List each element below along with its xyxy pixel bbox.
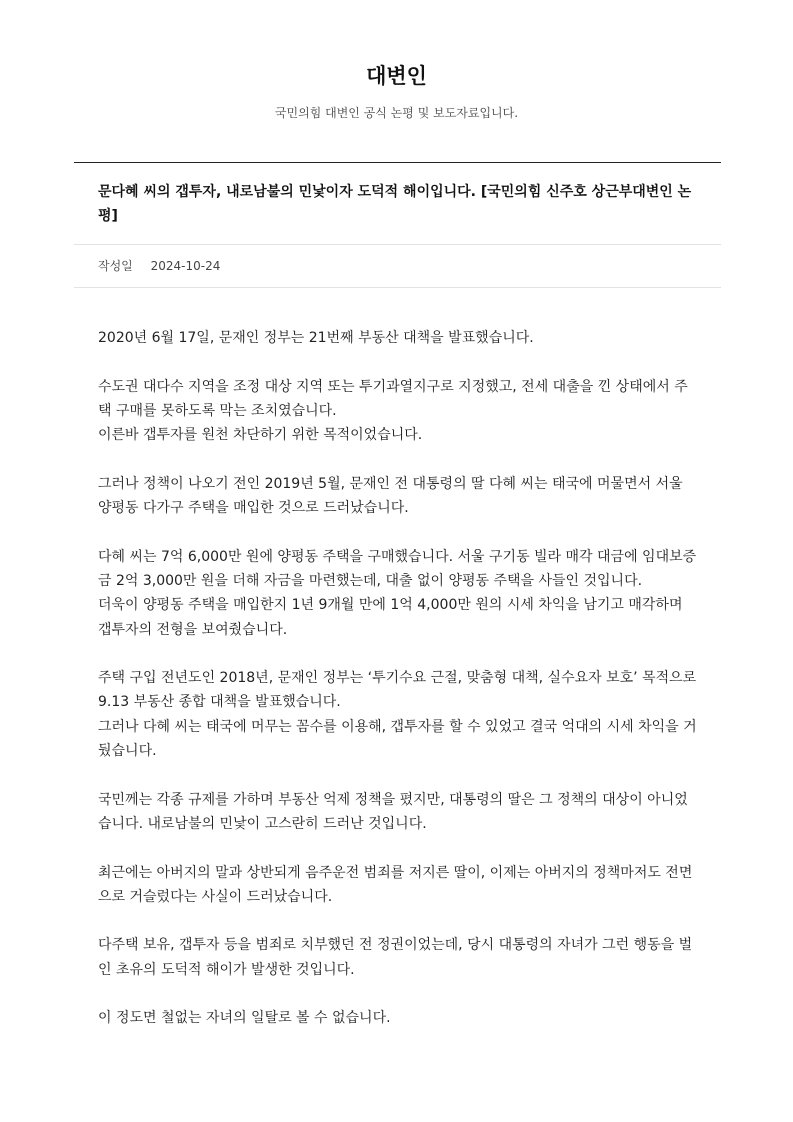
paragraph-line: 그러나 다혜 씨는 태국에 머무는 꼼수를 이용해, 갭투자를 할 수 있었고 결국 억대의 시세 차익을 거뒀습니다. bbox=[98, 718, 697, 760]
paragraph-line: 이른바 갭투자를 원천 차단하기 위한 목적이었습니다. bbox=[98, 427, 423, 444]
site-title[interactable]: 대변인 bbox=[366, 64, 427, 88]
paragraph bbox=[98, 1006, 697, 1030]
paragraph bbox=[98, 861, 697, 910]
paragraph-line: 더욱이 양평동 주택을 매입한지 1년 9개월 만에 1억 4,000만 원의 시세 차익을 남기고 매각하며 갭투자의 전형을 보여줬습니다. bbox=[98, 597, 683, 638]
paragraph-line: 다주택 보유, 갭투자 등을 범죄로 치부했던 전 정권이었는데, 당시 대통령의 자녀가 그런 행동을 벌인 초유의 도덕적 해이가 발생한 것입니다. bbox=[98, 937, 693, 978]
article-body bbox=[74, 288, 721, 1031]
paragraph-line: 국민께는 각종 규제를 가하며 부동산 억제 정책을 폈지만, 대통령의 딸은 그 정책의 대상이 아니었습니다. 내로남불의 민낯이 고스란히 드러난 것입니다. bbox=[98, 791, 688, 832]
article-title: 문다혜 씨의 갭투자, 내로남불의 민낯이자 도덕적 해이입니다. [국민의힘 신주호 상근부대변인 논평] bbox=[98, 184, 692, 224]
paragraph bbox=[98, 933, 697, 982]
paragraph bbox=[98, 375, 697, 448]
paragraph-line: 수도권 대다수 지역을 조정 대상 지역 또는 투기과열지구로 지정했고, 전세 대출을 낀 상태에서 주택 구매를 못하도록 막는 조치였습니다. bbox=[98, 378, 688, 419]
article-date: 2024-10-24 bbox=[150, 259, 221, 273]
paragraph-line: 이 정도면 철없는 자녀의 일탈로 볼 수 없습니다. bbox=[98, 1010, 391, 1027]
paragraph-line: 주택 구입 전년도인 2018년, 문재인 정부는 ‘투기수요 근절, 맞춤형 대책, 실수요자 보호’ 목적으로 9.13 부동산 종합 대책을 발표했습니다. bbox=[98, 670, 697, 711]
paragraph bbox=[98, 472, 697, 521]
site-description: 국민의힘 대변인 공식 논평 및 보도자료입니다. bbox=[274, 106, 519, 120]
date-label: 작성일 bbox=[98, 259, 133, 273]
paragraph-line: 2020년 6월 17일, 문재인 정부는 21번째 부동산 대책을 발표했습니다. bbox=[98, 330, 534, 346]
paragraph bbox=[98, 788, 697, 837]
paragraph bbox=[98, 666, 697, 763]
article-meta bbox=[74, 245, 721, 288]
paragraph bbox=[98, 545, 697, 642]
article-title-row bbox=[74, 162, 721, 245]
paragraph-line: 다혜 씨는 7억 6,000만 원에 양평동 주택을 구매했습니다. 서울 구기동 빌라 매각 대금에 임대보증금 2억 3,000만 원을 더해 자금을 마련했는데, 대출 없이 양평동 주택을 사들인 것입니다. bbox=[98, 548, 697, 589]
site-header bbox=[0, 0, 793, 122]
article bbox=[74, 162, 721, 1055]
paragraph-line: 최근에는 아버지의 말과 상반되게 음주운전 범죄를 저지른 딸이, 이제는 아버지의 정책마저도 전면으로 거슬렀다는 사실이 드러났습니다. bbox=[98, 864, 693, 905]
paragraph-line: 그러나 정책이 나오기 전인 2019년 5월, 문재인 전 대통령의 딸 다혜 씨는 태국에 머물면서 서울 양평동 다가구 주택을 매입한 것으로 드러났습니다. bbox=[98, 475, 683, 517]
paragraph bbox=[98, 326, 697, 350]
